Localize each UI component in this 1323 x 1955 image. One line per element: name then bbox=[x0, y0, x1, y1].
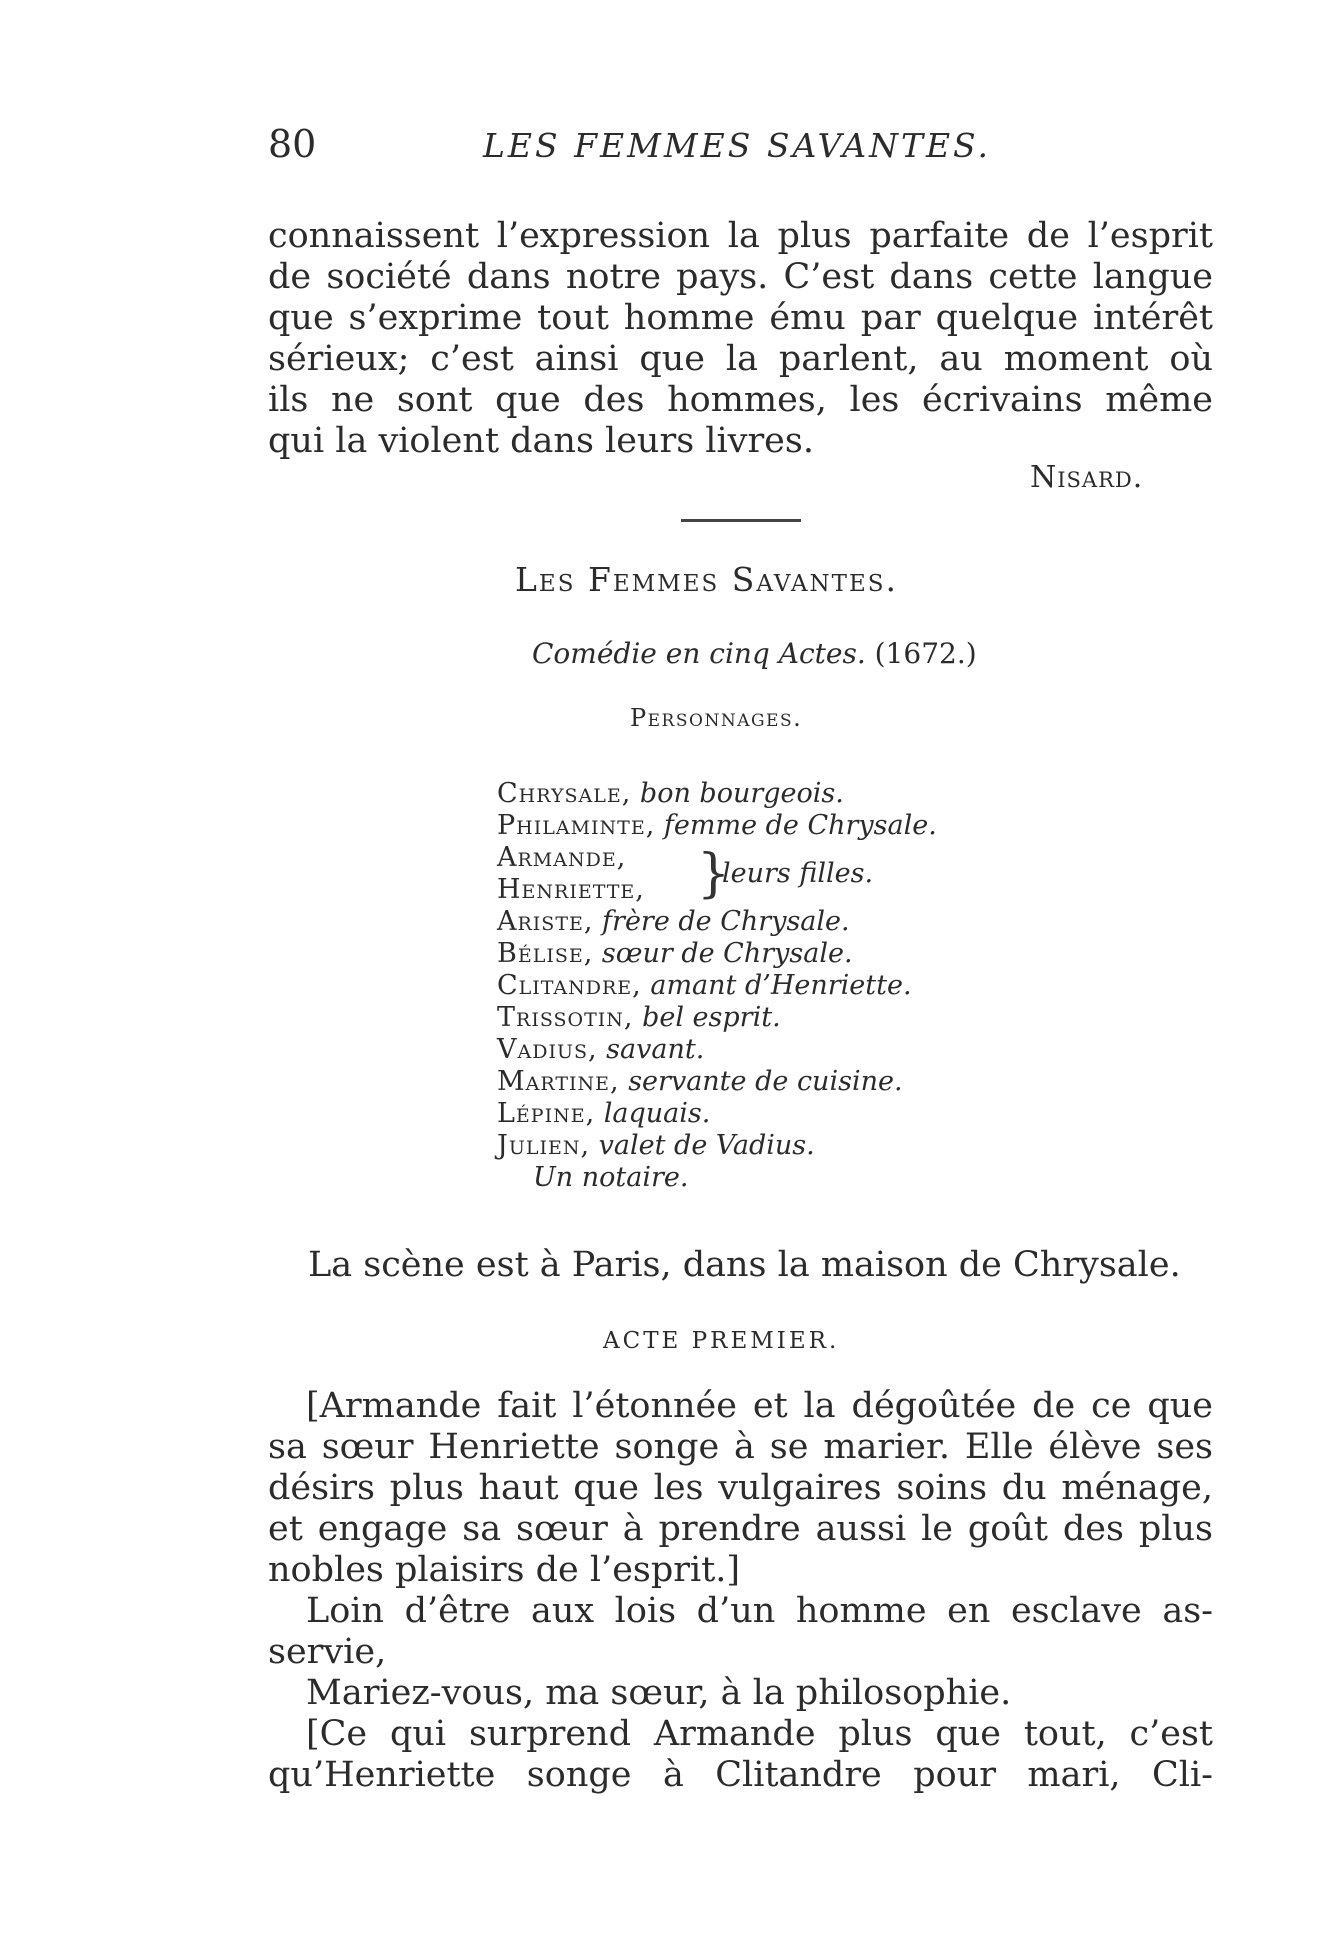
play-year: (1672.) bbox=[874, 637, 977, 670]
intro-line: ils ne sont que des hommes, les écrivains même bbox=[268, 380, 1213, 420]
synopsis-last-line: nobles plaisirs de l’esprit.] bbox=[268, 1550, 741, 1590]
cast-entry: Vadius, savant. bbox=[497, 1034, 705, 1065]
intro-paragraph bbox=[268, 216, 1213, 421]
intro-line: de société dans notre pays. C’est dans cette langue bbox=[268, 257, 1213, 297]
act-heading: ACTE PREMIER. bbox=[603, 1328, 840, 1354]
scene-setting: La scène est à Paris, dans la maison de Chrysale. bbox=[308, 1245, 1181, 1285]
cast-entry: Ariste, frère de Chrysale. bbox=[497, 906, 850, 937]
brace-glyph: } bbox=[697, 844, 731, 904]
cast-entry: Chrysale, bon bourgeois. bbox=[497, 778, 844, 809]
verse-line-1: Loin d’être aux lois d’un homme en esclave as- bbox=[306, 1591, 1213, 1631]
cast-entry: Armande, bbox=[497, 842, 627, 873]
synopsis-line: désirs plus haut que les vulgaires soins du ménage, bbox=[268, 1468, 1213, 1508]
synopsis-line: sa sœur Henriette songe à se marier. Elle élève ses bbox=[268, 1427, 1213, 1467]
intro-line: connaissent l’expression la plus parfaite de l’esprit bbox=[268, 216, 1213, 256]
closing-line: qu’Henriette songe à Clitandre pour mari, Cli- bbox=[268, 1755, 1213, 1795]
page-number: 80 bbox=[268, 122, 317, 166]
cast-daughters-group bbox=[497, 842, 937, 906]
personnages-heading: Personnages. bbox=[630, 704, 803, 732]
cast-entry-notary: Un notaire. bbox=[533, 1162, 689, 1193]
cast-entry: Trissotin, bel esprit. bbox=[497, 1002, 781, 1033]
running-title: LES FEMMES SAVANTES. bbox=[483, 126, 991, 165]
cast-entry: Philaminte, femme de Chrysale. bbox=[497, 810, 937, 841]
cast-entry: Henriette, bbox=[497, 874, 645, 905]
verse-line-1-continuation: servie, bbox=[268, 1632, 387, 1672]
play-title: Les Femmes Savantes. bbox=[515, 560, 899, 599]
page-header bbox=[268, 122, 1208, 172]
closing-line: [Ce qui surprend Armande plus que tout, c’est bbox=[306, 1714, 1213, 1754]
cast-entry: Clitandre, amant d’Henriette. bbox=[497, 970, 912, 1001]
section-divider bbox=[681, 519, 801, 522]
cast-entry: Martine, servante de cuisine. bbox=[497, 1066, 903, 1097]
verse-line-2: Mariez-vous, ma sœur, à la philosophie. bbox=[306, 1673, 1012, 1713]
closing-paragraph bbox=[268, 1714, 1213, 1796]
intro-line: sérieux; c’est ainsi que la parlent, au moment où bbox=[268, 339, 1213, 379]
play-genre: Comédie en cinq Actes. bbox=[532, 637, 866, 670]
cast-list bbox=[497, 778, 937, 1194]
cast-entry: Lépine, laquais. bbox=[497, 1098, 711, 1129]
synopsis-line: [Armande fait l’étonnée et la dégoûtée de ce que bbox=[306, 1386, 1213, 1426]
synopsis-paragraph bbox=[268, 1386, 1213, 1550]
author-attribution: Nisard. bbox=[1030, 460, 1144, 495]
intro-line: que s’exprime tout homme ému par quelque intérêt bbox=[268, 298, 1213, 338]
daughters-description: leurs filles. bbox=[722, 858, 874, 889]
play-subtitle bbox=[532, 637, 977, 670]
cast-entry: Julien, valet de Vadius. bbox=[497, 1130, 815, 1161]
intro-last-line: qui la violent dans leurs livres. bbox=[268, 421, 814, 461]
cast-entry: Bélise, sœur de Chrysale. bbox=[497, 938, 853, 969]
synopsis-line: et engage sa sœur à prendre aussi le goût des plus bbox=[268, 1509, 1213, 1549]
